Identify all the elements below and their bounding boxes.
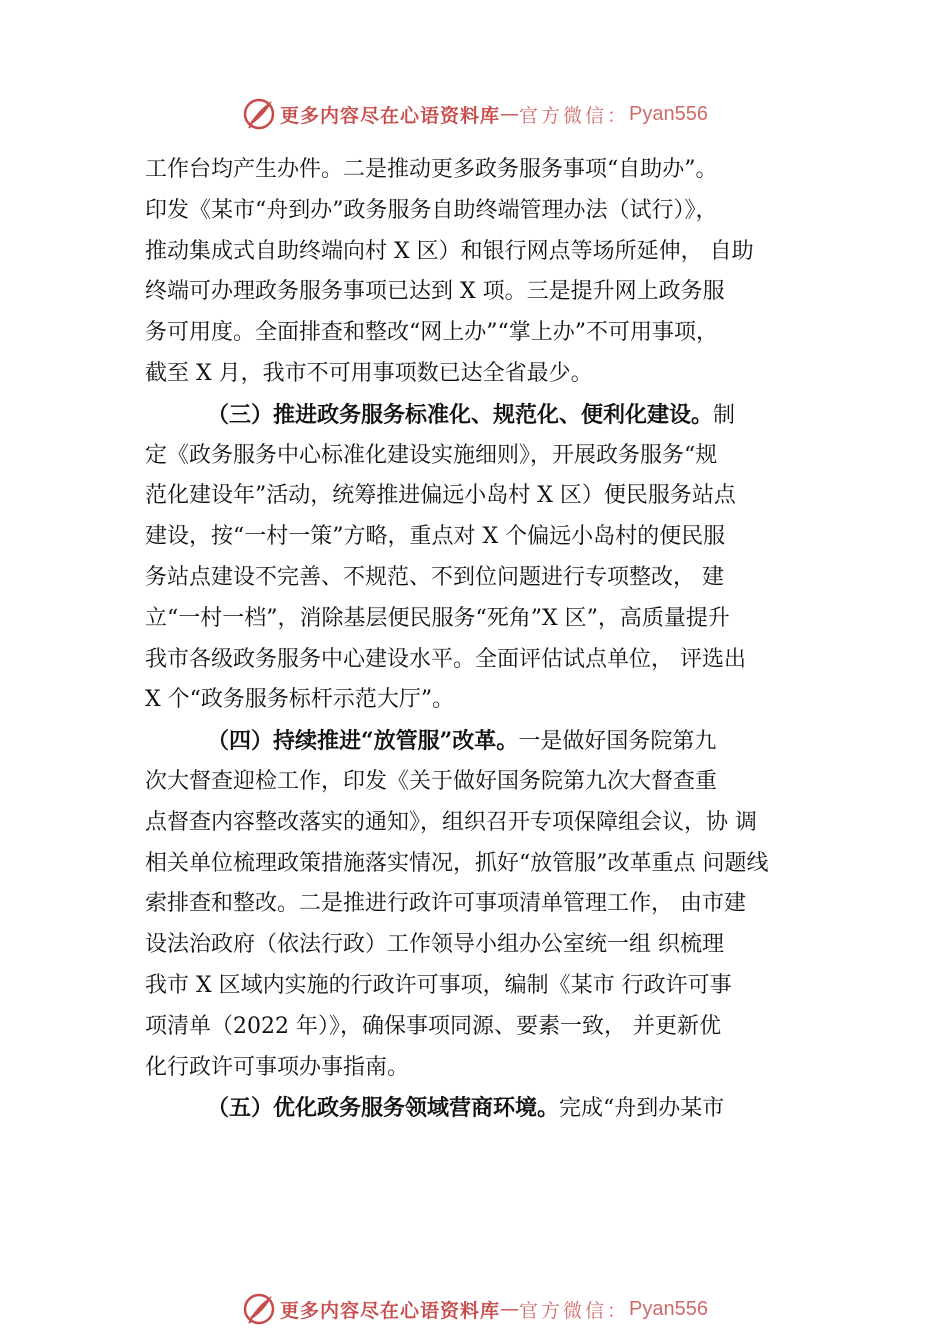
text-line: 务站点建设不完善、不规范、不到位问题进行专项整改， 建 xyxy=(145,564,724,590)
paragraph-2 xyxy=(145,395,835,721)
footer-banner xyxy=(0,1289,950,1329)
banner-content xyxy=(242,97,708,131)
text-line: 务可用度。全面排查和整改“网上办”“掌上办”不可用事项， xyxy=(145,320,718,346)
paragraph-3 xyxy=(145,721,835,1088)
banner-separator: — xyxy=(500,1298,520,1320)
banner-brand: 更多内容尽在心语资料库 xyxy=(280,104,501,127)
section-heading-5: （五）优化政务服务领域营商环境。 xyxy=(207,1095,560,1122)
header-banner xyxy=(0,94,950,134)
paragraph-1 xyxy=(145,150,835,395)
text-line: 范化建设年”活动，统筹推进偏远小岛村 X 区）便民服务站点 xyxy=(145,483,736,509)
document-body xyxy=(145,150,835,1129)
banner-brand: 更多内容尽在心语资料库 xyxy=(280,1299,501,1322)
text-line: 次大督查迎检工作，印发《关于做好国务院第九次大督查重 xyxy=(145,768,718,794)
text-line: 设法治政府（依法行政）工作领导小组办公室统一组 织梳理 xyxy=(145,932,724,958)
text-line: 我市 X 区域内实施的行政许可事项，编制《某市 行政许可事 xyxy=(145,972,732,998)
text-run: 完成“舟到办某市 xyxy=(559,1096,725,1122)
text-line: 建设，按“一村一策”方略，重点对 X 个偏远小岛村的便民服 xyxy=(145,524,726,550)
banner-account: Pyan556 xyxy=(629,102,708,125)
banner-account: Pyan556 xyxy=(629,1297,708,1320)
section-heading-4: （四）持续推进“放管服”改革。 xyxy=(207,728,519,755)
text-line: 定《政务服务中心标准化建设实施细则》，开展政务服务“规 xyxy=(145,442,718,468)
text-line: 立“一村一档”，消除基层便民服务“死角”X 区”，高质量提升 xyxy=(145,605,730,631)
text-line: 推动集成式自助终端向村 X 区）和银行网点等场所延伸， 自助 xyxy=(145,238,754,264)
text-line: 印发《某市“舟到办”政务服务自助终端管理办法（试行）》， xyxy=(145,197,718,223)
text-line: 终端可办理政务服务事项已达到 X 项。三是提升网上政务服 xyxy=(145,279,725,305)
text-line: 相关单位梳理政策措施落实情况，抓好“放管服”改革重点 问题线 xyxy=(145,850,769,876)
text-line: 点督查内容整改落实的通知》，组织召开专项保障组会议，协 调 xyxy=(145,809,757,835)
banner-content xyxy=(242,1292,708,1326)
paragraph-first-line xyxy=(145,395,835,436)
text-run: 制 xyxy=(713,402,736,428)
banner-separator: — xyxy=(500,103,520,125)
text-line: 索排查和整改。二是推进行政许可事项清单管理工作， 由市建 xyxy=(145,891,746,917)
section-heading-3: （三）推进政务服务标准化、规范化、便利化建设。 xyxy=(207,401,714,428)
text-line: 工作台均产生办件。二是推动更多政务服务事项“自助办”。 xyxy=(145,157,718,182)
text-line: X 个“政务服务标杆示范大厅”。 xyxy=(145,687,455,713)
quill-logo-icon xyxy=(242,97,276,131)
banner-official: 官方微信： xyxy=(519,104,630,127)
paragraph-first-line xyxy=(145,721,835,762)
text-line: 项清单（2022 年）》，确保事项同源、要素一致， 并更新优 xyxy=(145,1013,721,1039)
text-line: 化行政许可事项办事指南。 xyxy=(145,1054,410,1080)
paragraph-4 xyxy=(145,1088,835,1129)
text-run: 一是做好国务院第九 xyxy=(518,729,717,755)
banner-official: 官方微信： xyxy=(519,1299,630,1322)
quill-logo-icon xyxy=(242,1292,276,1326)
text-line: 我市各级政务服务中心建设水平。全面评估试点单位， 评选出 xyxy=(145,646,746,672)
text-line: 截至 X 月，我市不可用事项数已达全省最少。 xyxy=(145,360,593,386)
paragraph-first-line xyxy=(145,1088,835,1129)
